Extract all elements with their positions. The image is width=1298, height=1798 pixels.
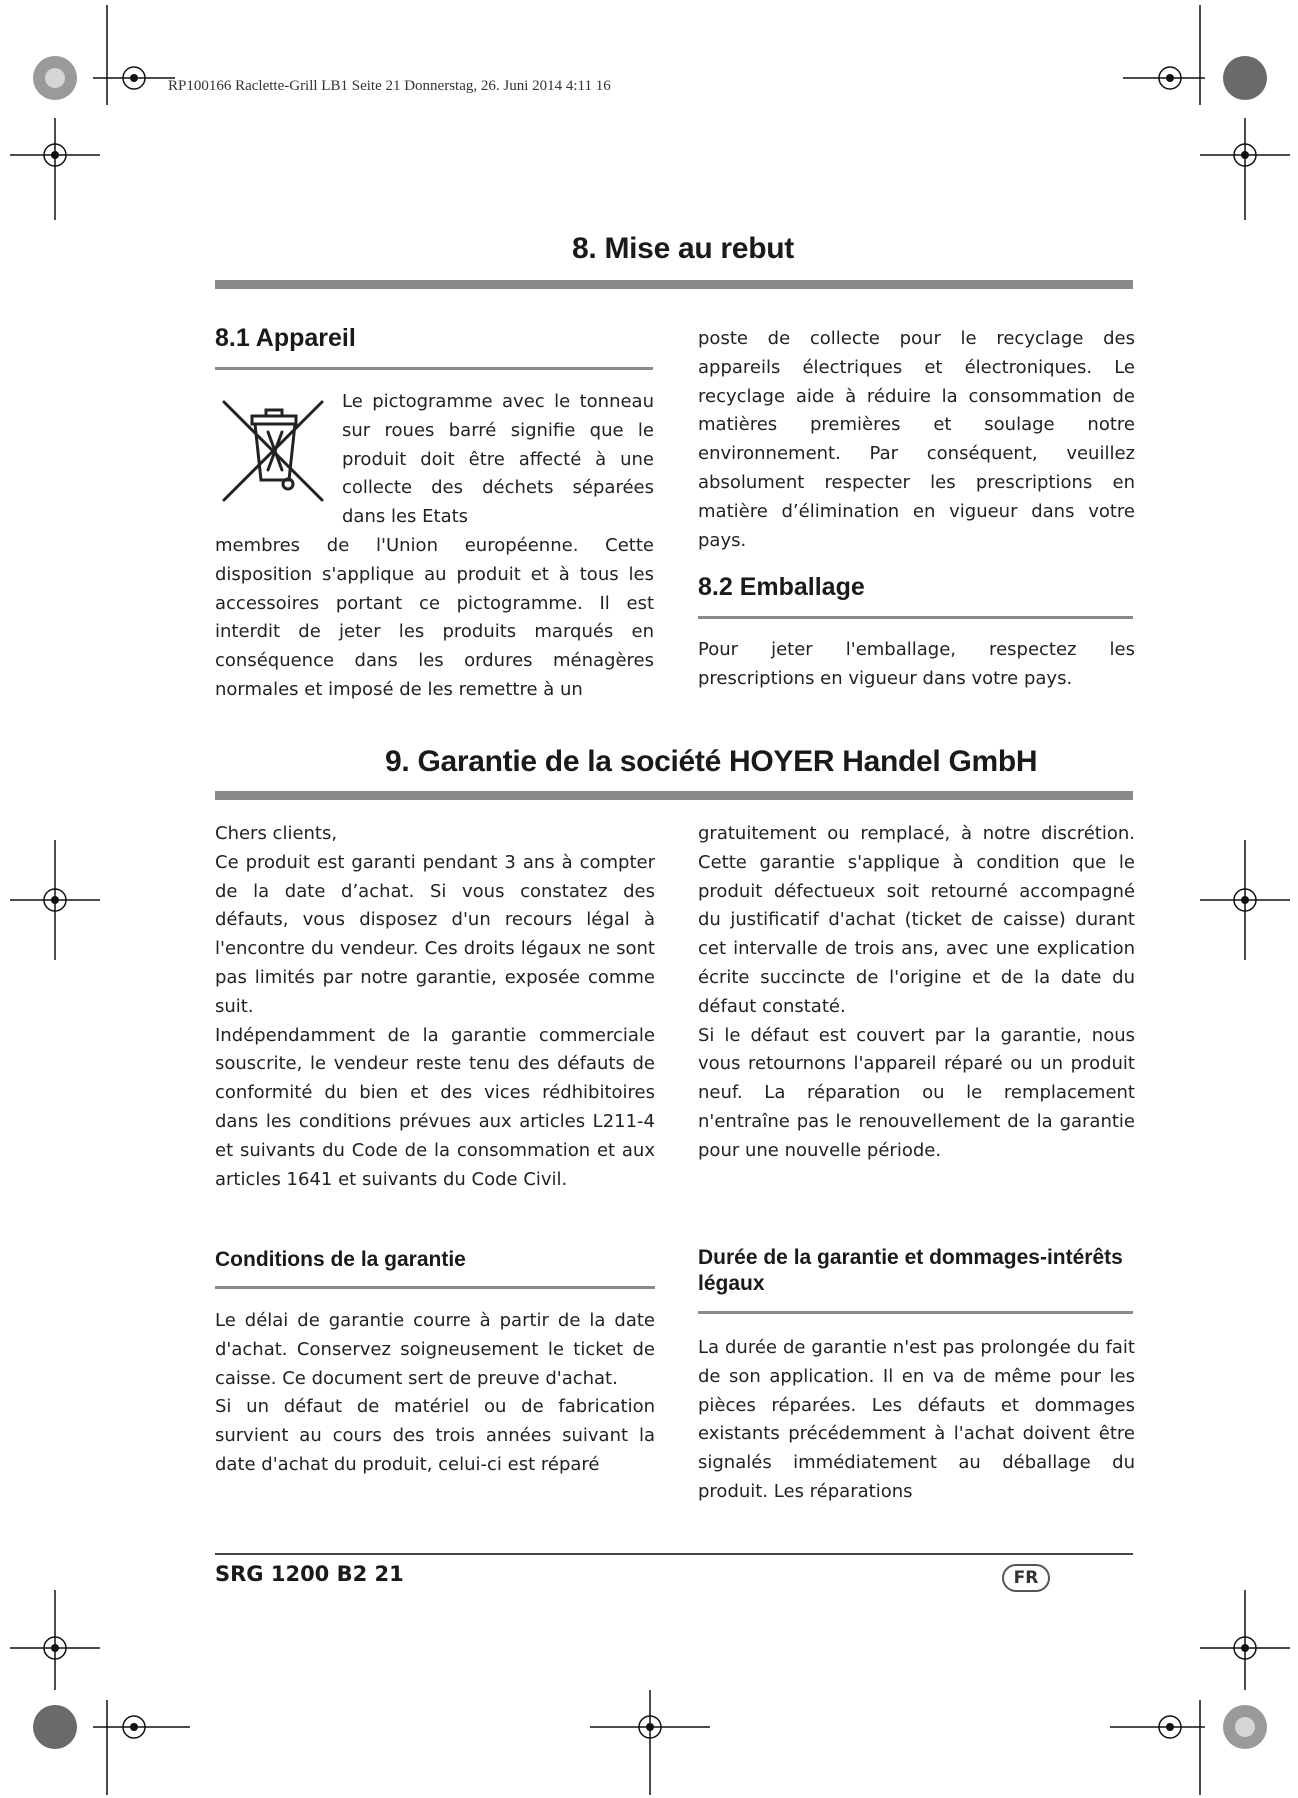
section-8-rule [215,280,1133,289]
weee-continued-text: poste de collecte pour le recyclage des appareils électriques et électroniques. Le recyclage aide à réduire la consommation de matières premières et soulage notre environnement. Par conséquent, veuillez absolument respecter les prescriptions en matière d’élimination en vigueur dans votre pays. [698,328,1135,551]
footer-model-page: SRG 1200 B2 21 [215,1562,404,1586]
section-9-title: 9. Garantie de la société HOYER Handel GmbH [385,745,1038,778]
warranty-right-column [698,820,1135,1166]
subsection-8-1-title: 8.1 Appareil [215,324,356,352]
warranty-continued: gratuitement ou remplacé, à notre discrétion. Cette garantie s'applique à condition que le produit défectueux soit retourné accompagné du justificatif d'achat (ticket de caisse) durant cet intervalle de trois ans, avec une explication écrite succincte de l'origine et de la date du défaut constaté. [698,823,1135,1017]
greeting: Chers clients, [215,823,338,844]
subsection-8-2-title: 8.2 Emballage [698,573,865,601]
conditions-rule [215,1286,655,1289]
duration-text: La durée de garantie n'est pas prolongée du fait de son application. Il en va de même pour les pièces réparées. Les défauts et dommages existants précédemment à l'achat doivent être signalés immédiatement au déballage du produit. Les réparations [698,1337,1135,1502]
crossed-out-wheelie-bin-icon [218,396,328,504]
weee-intro-text: Le pictogramme avec le tonneau sur roues barré signifie que le produit doit être affecté à une collecte des déchets séparées dans les Etats [342,391,654,528]
conditions-paragraph-2: Si un défaut de matériel ou de fabrication survient au cours des trois années suivant la date d'achat du produit, celui-ci est réparé [215,1396,655,1475]
conditions-text [215,1307,655,1480]
packaging-text: Pour jeter l'emballage, respectez les prescriptions en vigueur dans votre pays. [698,639,1135,689]
section-9-rule [215,791,1133,800]
footer-rule [215,1553,1133,1555]
warranty-left-column [215,820,655,1194]
warranty-coverage: Si le défaut est couvert par la garantie, nous vous retournons l'appareil réparé ou un produit neuf. La réparation ou le remplacement n'entraîne pas le renouvellement de la garantie pour une nouvelle période. [698,1024,1135,1161]
legal-notice: Indépendamment de la garantie commerciale souscrite, le vendeur reste tenu des défauts de conformité du bien et des vices rédhibitoires dans les conditions prévues aux articles L211-4 et suivants du Code de la consommation et aux articles 1641 et suivants du Code Civil. [215,1024,655,1190]
language-badge: FR [1002,1564,1050,1592]
conditions-paragraph-1: Le délai de garantie courre à partir de la date d'achat. Conservez soigneusement le ticket de caisse. Ce document sert de preuve d'achat. [215,1310,655,1389]
section-8-title: 8. Mise au rebut [572,232,794,265]
weee-body-text: membres de l'Union européenne. Cette disposition s'applique au produit et à tous les accessoires portant ce pictogramme. Il est interdit de jeter les produits marqués en conséquence dans les ordures ménagères normales et imposé de les remettre à un [215,535,654,700]
duration-title: Durée de la garantie et dommages-intérêts légaux [698,1246,1123,1295]
duration-rule [698,1311,1133,1314]
print-slug: RP100166 Raclette-Grill LB1 Seite 21 Donnerstag, 26. Juni 2014 4:11 16 [168,78,611,94]
conditions-title: Conditions de la garantie [215,1248,466,1271]
warranty-intro: Ce produit est garanti pendant 3 ans à compter de la date d’achat. Si vous constatez des défauts, vous disposez d'un recours légal à l'encontre du vendeur. Ces droits légaux ne sont pas limités par notre garantie, exposée comme suit. [215,851,655,1017]
subsection-8-2-rule [698,616,1133,619]
weee-symbol-graphic [218,396,328,504]
subsection-8-1-rule [215,367,653,370]
